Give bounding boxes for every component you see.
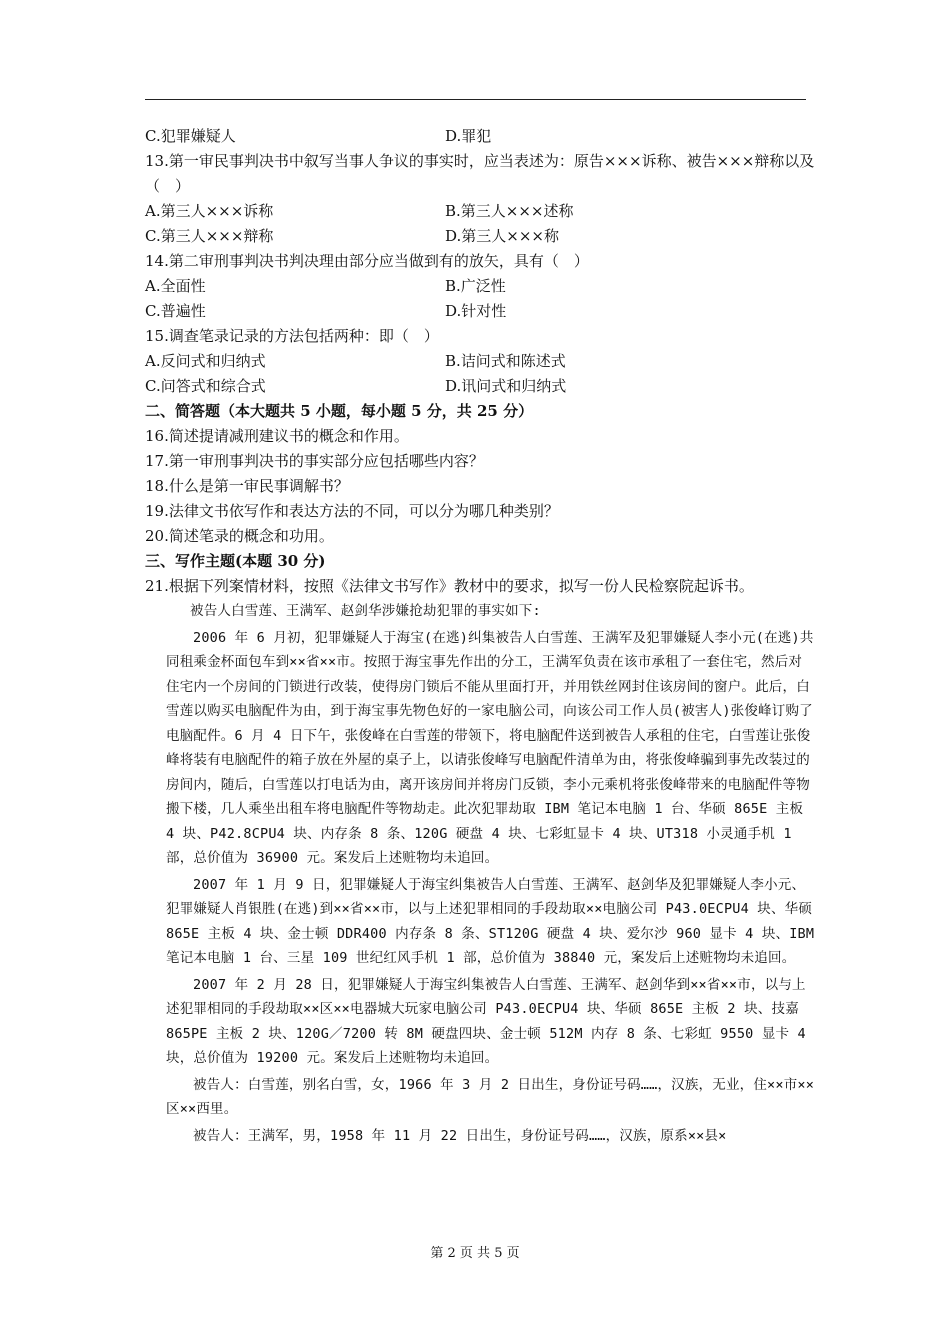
- option-b: B.第三人×××述称: [445, 202, 574, 220]
- page-content: [145, 124, 815, 1148]
- q15-options-ab: [145, 349, 815, 374]
- q13-options-ab: [145, 199, 815, 224]
- q16: 16.简述提请减刑建议书的概念和作用。: [145, 427, 409, 445]
- case-paragraph-5: 被告人：王满军，男，1958 年 11 月 22 日出生，身份证号码……，汉族，原系××县×: [193, 1127, 727, 1144]
- q14-stem: 14.第二审刑事判决书判决理由部分应当做到有的放矢，具有（ ）: [145, 252, 589, 270]
- q13-stem: 13.第一审民事判决书中叙写当事人争议的事实时，应当表述为：原告×××诉称、被告×××辩称以及（ ）: [145, 152, 815, 195]
- q12-options-cd: [145, 124, 815, 149]
- option-d: D.针对性: [445, 302, 507, 320]
- q15-options-cd: [145, 374, 815, 399]
- q13-options-cd: [145, 224, 815, 249]
- option-c: C.普遍性: [145, 302, 206, 320]
- option-a: A.全面性: [145, 277, 206, 295]
- q20: 20.简述笔录的概念和功用。: [145, 527, 334, 545]
- section3-heading: 三、写作主题(本题 30 分): [145, 552, 326, 570]
- case-paragraph-1: 2006 年 6 月初，犯罪嫌疑人于海宝(在逃)纠集被告人白雪莲、王满军及犯罪嫌疑人李小元(在逃)共同租乘金杯面包车到××省××市。按照于海宝事先作出的分工，王满军负责在该市承租了一套住宅，然后对住宅内一个房间的门锁进行改装，使得房门锁后不能从里面打开，并用铁丝网封住该房间的窗户。此后，白雪莲以购买电脑配件为由，到于海宝事先物色好的一家电脑公司，向该公司工作人员(被害人)张俊峰订购了电脑配件。6 月 4 日下午，张俊峰在白雪莲的带领下，将电脑配件送到被告人承租的住宅，白雪莲让张俊峰将装有电脑配件的箱子放在外屋的桌子上，以请张俊峰写电脑配件清单为由，将张俊峰骗到事先改装过的房间内，随后，白雪莲以打电话为由，离开该房间并将房门反锁，李小元乘机将张俊峰带来的电脑配件等物搬下楼，几人乘坐出租车将电脑配件等物劫走。此次犯罪劫取 IBM 笔记本电脑 1 台、华硕 865E 主板 4 块、P42.8CPU4 块、内存条 8 条、120G 硬盘 4 块、七彩虹显卡 4 块、UT318 小灵通手机 1 部，总价值为 36900 元。案发后上述赃物均未追回。: [166, 629, 814, 866]
- case-paragraph-2: 2007 年 1 月 9 日，犯罪嫌疑人于海宝纠集被告人白雪莲、王满军、赵剑华及犯罪嫌疑人李小元、犯罪嫌疑人肖银胜(在逃)到××省××市，以与上述犯罪相同的手段劫取××电脑公司 P43.0ECPU4 块、华硕 865E 主板 4 块、金士顿 DDR400 内存条 8 条、ST120G 硬盘 4 块、爱尔沙 960 显卡 4 块、IBM 笔记本电脑 1 台、三星 109 世纪红风手机 1 部，总价值为 38840 元，案发后上述赃物均未追回。: [166, 876, 815, 966]
- option-d: D.讯问式和归纳式: [445, 377, 567, 395]
- option-d: D.罪犯: [445, 127, 492, 145]
- case-material: [145, 599, 815, 1148]
- q18: 18.什么是第一审民事调解书？: [145, 477, 349, 495]
- case-paragraph-3: 2007 年 2 月 28 日，犯罪嫌疑人于海宝纠集被告人白雪莲、王满军、赵剑华到××省××市，以与上述犯罪相同的手段劫取××区××电器城大玩家电脑公司 P43.0ECPU4 块、华硕 865E 主板 2 块、技嘉 865PE 主板 2 块、120G／7200 转 8M 硬盘四块、金士顿 512M 内存 8 条、七彩虹 9550 显卡 4 块，总价值为 19200 元。案发后上述赃物均未追回。: [166, 976, 806, 1066]
- page-number: 第 2 页 共 5 页: [430, 1246, 520, 1261]
- option-d: D.第三人×××称: [445, 227, 559, 245]
- q14-options-cd: [145, 299, 815, 324]
- case-paragraph-4: 被告人：白雪莲，别名白雪，女，1966 年 3 月 2 日出生，身份证号码……，汉族，无业，住××市××区××西里。: [166, 1076, 815, 1117]
- option-c: C.犯罪嫌疑人: [145, 127, 236, 145]
- header-rule: [145, 99, 806, 100]
- case-intro: 被告人白雪莲、王满军、赵剑华涉嫌抢劫犯罪的事实如下:: [190, 603, 541, 619]
- option-c: C.第三人×××辩称: [145, 227, 274, 245]
- section2-heading: 二、简答题（本大题共 5 小题，每小题 5 分，共 25 分）: [145, 402, 534, 420]
- option-a: A.反问式和归纳式: [145, 352, 266, 370]
- option-c: C.问答式和综合式: [145, 377, 266, 395]
- option-b: B.广泛性: [445, 277, 506, 295]
- option-a: A.第三人×××诉称: [145, 202, 274, 220]
- q21: 21.根据下列案情材料，按照《法律文书写作》教材中的要求，拟写一份人民检察院起诉书。: [145, 577, 754, 595]
- q15-stem: 15.调查笔录记录的方法包括两种：即（ ）: [145, 327, 439, 345]
- q19: 19.法律文书依写作和表达方法的不同，可以分为哪几种类别？: [145, 502, 559, 520]
- q14-options-ab: [145, 274, 815, 299]
- q17: 17.第一审刑事判决书的事实部分应包括哪些内容？: [145, 452, 484, 470]
- option-b: B.诘问式和陈述式: [445, 352, 566, 370]
